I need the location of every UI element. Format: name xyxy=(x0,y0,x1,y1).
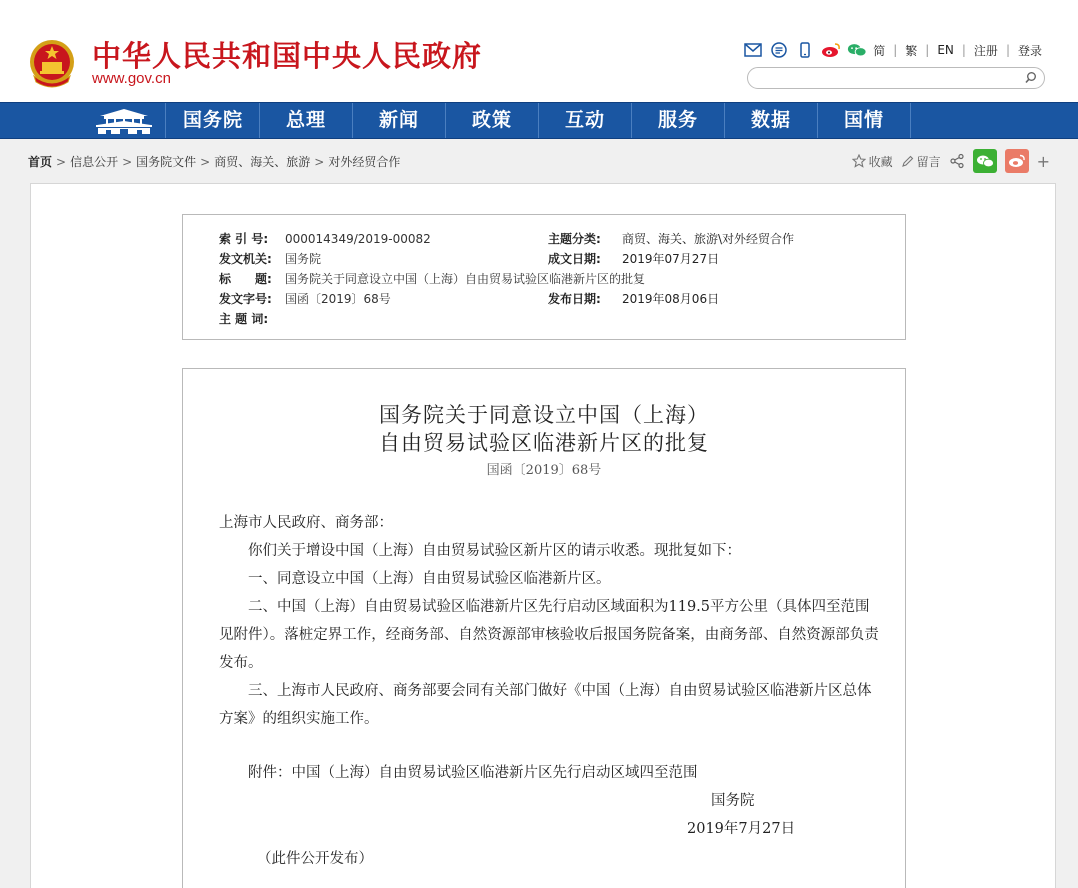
domain-gov: gov xyxy=(127,70,151,87)
nav-item-premier[interactable]: 总理 xyxy=(260,103,353,138)
favorite-button[interactable] xyxy=(852,153,893,170)
search-input[interactable] xyxy=(758,70,1018,86)
register-link[interactable]: 注册 xyxy=(973,43,998,58)
pencil-icon xyxy=(901,155,914,168)
breadcrumb xyxy=(28,153,400,170)
sign-date: 2019年7月27日 xyxy=(687,821,796,837)
document-body-box xyxy=(182,368,906,888)
document-title-line2: 自由贸易试验区临港新片区的批复 xyxy=(379,431,709,455)
meta-doc-no: 发文字号: 国函〔2019〕68号 xyxy=(219,292,391,306)
plus-icon[interactable]: + xyxy=(1036,151,1050,171)
chevron-right-icon: > xyxy=(314,155,325,169)
nav-item-services[interactable]: 服务 xyxy=(632,103,725,138)
nav-item-policy[interactable]: 政策 xyxy=(446,103,539,138)
wechat-icon[interactable] xyxy=(847,41,867,59)
breadcrumb-trade-customs[interactable]: 商贸、海关、旅游 xyxy=(214,155,311,169)
wechat-share-button[interactable] xyxy=(973,149,997,173)
nav-item-interaction[interactable]: 互动 xyxy=(539,103,632,138)
traditional-link[interactable]: 繁 xyxy=(905,43,918,58)
wechat-icon xyxy=(976,154,994,168)
paragraph: 二、中国（上海）自由贸易试验区临港新片区先行启动区域面积为119.5平方公里（具体四至范围见附件）。落桩定界工作，经商务部、自然资源部审核验收后报国务院备案，由商务部、自然资源部负责发布。 xyxy=(219,599,879,671)
comment-label: 留言 xyxy=(916,154,941,169)
nav-home-button[interactable] xyxy=(82,103,166,138)
breadcrumb-info-public[interactable]: 信息公开 xyxy=(70,155,119,169)
meta-index-no: 索 引 号: 000014349/2019-00082 xyxy=(219,232,431,246)
separator: | xyxy=(925,43,930,57)
top-tools xyxy=(743,40,1042,60)
mail-icon[interactable] xyxy=(743,41,763,59)
content-panel xyxy=(30,183,1056,888)
meta-issuer: 发文机关: 国务院 xyxy=(219,252,322,266)
separator: | xyxy=(893,43,898,57)
share-button[interactable] xyxy=(949,153,965,169)
paragraph: 三、上海市人民政府、商务部要会同有关部门做好《中国（上海）自由贸易试验区临港新片区总体方案》的组织实施工作。 xyxy=(219,683,872,727)
search-box xyxy=(747,67,1045,89)
meta-keywords: 主 题 词: xyxy=(219,312,269,326)
nav-item-data[interactable]: 数据 xyxy=(725,103,818,138)
site-domain[interactable] xyxy=(92,70,171,87)
separator: | xyxy=(961,43,966,57)
chevron-right-icon: > xyxy=(200,155,211,169)
nav-items xyxy=(167,103,911,138)
share-tools xyxy=(852,148,1050,174)
nav-item-state-council[interactable]: 国务院 xyxy=(167,103,260,138)
document-number: 国函〔2019〕68号 xyxy=(486,463,602,478)
separator: | xyxy=(1005,43,1010,57)
breadcrumb-bar xyxy=(0,140,1078,182)
english-link[interactable]: EN xyxy=(937,43,954,57)
domain-prefix: www. xyxy=(92,70,128,87)
mobile-icon[interactable] xyxy=(795,41,815,59)
breadcrumb-foreign-trade[interactable]: 对外经贸合作 xyxy=(328,155,401,169)
star-icon xyxy=(852,154,866,168)
weibo-share-button[interactable] xyxy=(1005,149,1029,173)
document-metadata xyxy=(182,214,906,340)
breadcrumb-home[interactable]: 首页 xyxy=(28,155,53,169)
site-name[interactable]: 中华人民共和国中央人民政府 xyxy=(92,39,483,73)
paragraph: 一、同意设立中国（上海）自由贸易试验区临港新片区。 xyxy=(248,571,611,587)
chevron-right-icon: > xyxy=(56,155,67,169)
signer: 国务院 xyxy=(711,793,755,809)
main-nav xyxy=(0,102,1078,139)
domain-suffix: .cn xyxy=(150,70,171,87)
site-header xyxy=(0,0,1078,102)
rss-icon[interactable] xyxy=(769,41,789,59)
weibo-icon xyxy=(1008,154,1026,168)
publish-note: （此件公开发布） xyxy=(257,851,373,867)
chevron-right-icon: > xyxy=(122,155,133,169)
favorite-label: 收藏 xyxy=(868,154,893,169)
meta-publish-date: 发布日期: 2019年08月06日 xyxy=(548,292,720,306)
document-title-line1: 国务院关于同意设立中国（上海） xyxy=(379,403,709,427)
weibo-icon[interactable] xyxy=(821,41,841,59)
spacer xyxy=(219,733,879,759)
addressee: 上海市人民政府、商务部： xyxy=(219,515,393,531)
simplified-link[interactable]: 简 xyxy=(873,43,886,58)
share-icon xyxy=(949,153,965,169)
login-link[interactable]: 登录 xyxy=(1017,43,1042,58)
tiananmen-icon xyxy=(94,108,154,134)
meta-written-date: 成文日期: 2019年07月27日 xyxy=(548,252,720,266)
national-emblem-icon[interactable] xyxy=(28,38,76,88)
paragraph: 你们关于增设中国（上海）自由贸易试验区新片区的请示收悉。现批复如下： xyxy=(248,543,741,559)
meta-topic: 主题分类: 商贸、海关、旅游\对外经贸合作 xyxy=(548,232,795,246)
document-text xyxy=(219,509,879,873)
search-icon[interactable] xyxy=(1024,71,1038,85)
breadcrumb-documents[interactable]: 国务院文件 xyxy=(136,155,197,169)
nav-item-national-info[interactable]: 国情 xyxy=(818,103,911,138)
meta-title: 标 题: 国务院关于同意设立中国（上海）自由贸易试验区临港新片区的批复 xyxy=(219,272,646,286)
attachment: 附件：中国（上海）自由贸易试验区临港新片区先行启动区域四至范围 xyxy=(248,765,698,781)
comment-button[interactable] xyxy=(901,153,941,170)
nav-item-news[interactable]: 新闻 xyxy=(353,103,446,138)
